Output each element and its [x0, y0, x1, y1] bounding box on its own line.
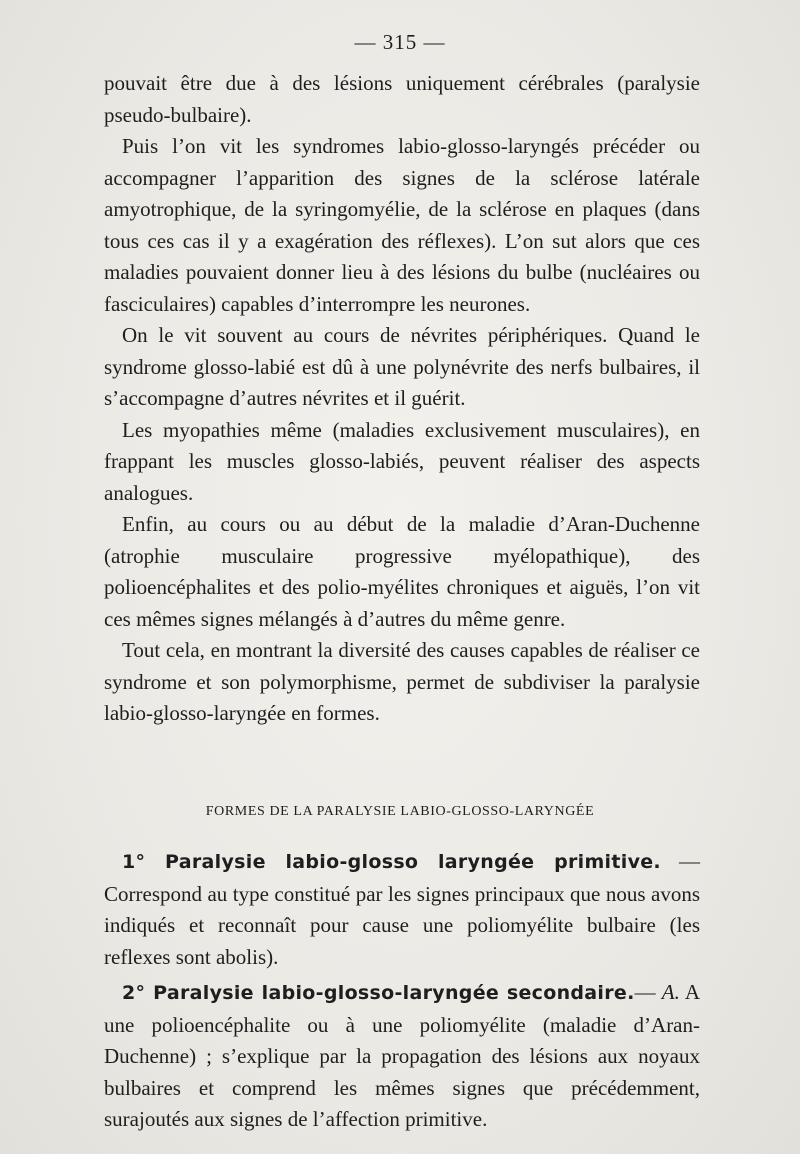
form-title: 1° Paralysie labio-glosso laryngée primitive.	[122, 851, 661, 873]
form-dash: —	[634, 980, 662, 1004]
form-dash: —	[660, 849, 701, 873]
page-number: — 315 —	[354, 30, 446, 54]
form-title: 2° Paralysie labio-glosso-laryngée secondaire.	[122, 982, 635, 1004]
body-text	[104, 68, 700, 730]
paragraph: Enfin, au cours ou au début de la maladie d’Aran-Duchenne (atrophie musculaire progressive myélopathique), des polioencéphalites et des polio-myélites chroniques et aiguës, l’on vit ces mêmes signes mélangés à d’autres du même genre.	[104, 512, 700, 631]
forms-list	[104, 846, 700, 1136]
form-item-primary	[104, 846, 700, 973]
paragraph: Tout cela, en montrant la diversité des causes capables de réaliser ce syndrome et son polymorphisme, permet de subdiviser la paralysie labio-glosso-laryngée en formes.	[104, 638, 700, 725]
form-description: Correspond au type constitué par les signes principaux que nous avons indiqués et reconnaît pour cause une poliomyélite bulbaire (les reflexes sont abolis).	[104, 881, 700, 969]
paragraph: Les myopathies même (maladies exclusivement musculaires), en frappant les muscles glosso-labiés, peuvent réaliser des aspects analogues.	[104, 417, 700, 505]
form-subletter: A.	[661, 980, 680, 1004]
paragraph-continuation: pouvait être due à des lésions uniquement cérébrales (paralysie pseudo-bulbaire).	[104, 71, 700, 127]
form-description: A une polioencéphalite ou à une poliomyélite (maladie d’Aran-Duchenne) ; s’explique par la propagation des lésions aux noyaux bulbaires et comprend les mêmes signes que précédemment, surajoutés aux signes de l’affection primitive.	[104, 980, 700, 1131]
paragraph: Puis l’on vit les syndromes labio-glosso-laryngés précéder ou accompagner l’apparition des signes de la sclérose latérale amyotrophique, de la syringomyélie, de la sclérose en plaques (dans tous ces cas il y a exagération des réflexes). L’on sut alors que ces maladies pouvaient donner lieu à des lésions du bulbe (nucléaires ou fasciculaires) capables d’interrompre les neurones.	[104, 134, 700, 316]
section-heading: FORMES DE LA PARALYSIE LABIO-GLOSSO-LARYNGÉE	[205, 804, 595, 819]
form-item-secondary	[104, 977, 700, 1136]
paragraph: On le vit souvent au cours de névrites périphériques. Quand le syndrome glosso-labié est dû à une polynévrite des nerfs bulbaires, il s’accompagne d’autres névrites et il guérit.	[104, 323, 700, 410]
